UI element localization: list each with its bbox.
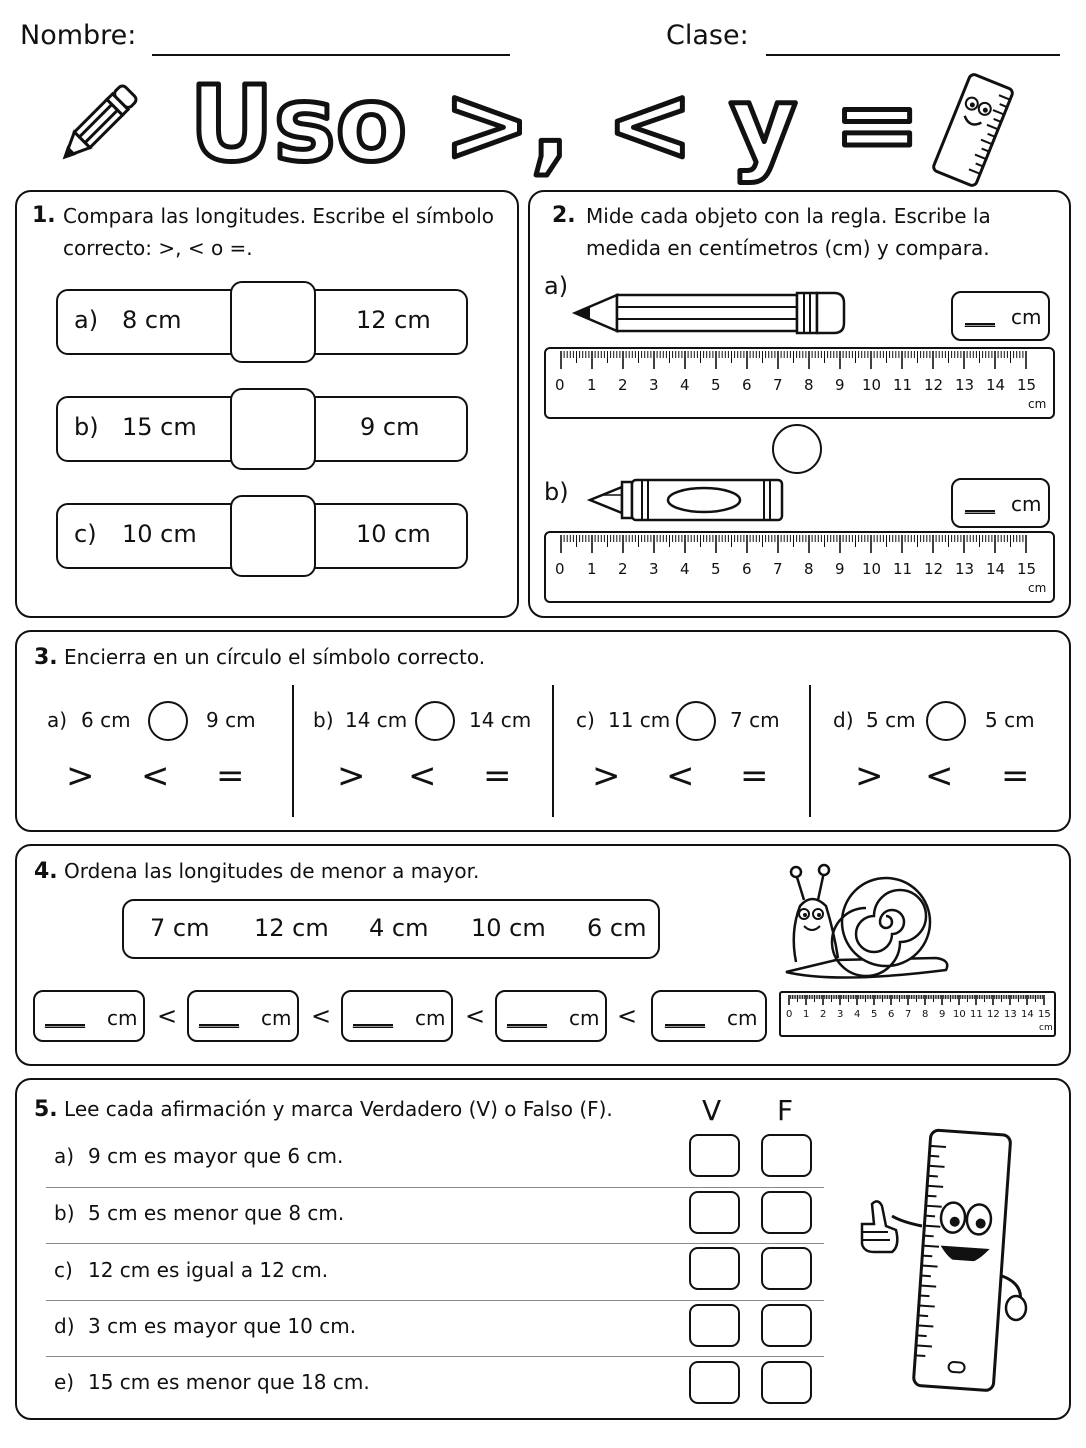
ruler-thumbs-up-icon <box>852 1126 1032 1398</box>
sec4-length-1: 7 cm <box>150 914 210 942</box>
sec4-answer-box-4[interactable] <box>495 990 607 1042</box>
sec4-blank-1: ____ <box>45 1004 85 1028</box>
sec5-e-letter: e) <box>54 1370 75 1394</box>
ruler-b-tick-2: 2 <box>618 560 628 578</box>
ruler-small-tick-12: 12 <box>987 1009 1000 1020</box>
ruler-small-tick-3: 3 <box>837 1009 844 1020</box>
sec5-e-text: 15 cm es menor que 18 cm. <box>88 1370 370 1394</box>
ruler-small-tick-9: 9 <box>939 1009 946 1020</box>
sec1-c-letter: c) <box>74 520 97 548</box>
ruler-b-tick-12: 12 <box>924 560 944 578</box>
sec3-b-circle[interactable] <box>415 701 455 741</box>
ruler-small-tick-4: 4 <box>854 1009 861 1020</box>
sec3-a-left: 6 cm <box>81 708 131 732</box>
sec4-length-4: 10 cm <box>471 914 546 942</box>
sec5-divider-4 <box>46 1356 824 1357</box>
ruler-b-labels <box>546 560 1053 582</box>
ruler-b-tick-1: 1 <box>587 560 597 578</box>
ruler-small-tick-8: 8 <box>922 1009 929 1020</box>
ruler-b-tick-3: 3 <box>649 560 659 578</box>
ruler-a-tick-7: 7 <box>773 376 783 394</box>
sec4-number: 4. <box>34 859 58 884</box>
sec5-instruction: Lee cada afirmación y marca Verdadero (V) o Falso (F). <box>64 1097 613 1121</box>
ruler-a-tick-14: 14 <box>986 376 1006 394</box>
sec1-instruction-wrap <box>32 200 510 264</box>
ruler-a-unit: cm <box>1028 397 1047 411</box>
sec1-b-letter: b) <box>74 413 99 441</box>
ruler-small-tick-6: 6 <box>888 1009 895 1020</box>
ruler-small-tick-7: 7 <box>905 1009 912 1020</box>
sec3-instruction-wrap <box>34 641 485 674</box>
ruler-a-tick-0: 0 <box>555 376 565 394</box>
sec4-blank-3: ____ <box>353 1004 393 1028</box>
sec4-length-3: 4 cm <box>369 914 429 942</box>
sec5-c-true-box[interactable] <box>689 1247 740 1290</box>
pencil-drawing <box>572 290 847 336</box>
ruler-small-tick-14: 14 <box>1021 1009 1034 1020</box>
sec3-c-lt[interactable]: < <box>666 756 695 796</box>
sec3-d-left: 5 cm <box>866 708 916 732</box>
sec3-instruction: Encierra en un círculo el símbolo correcto. <box>64 645 486 669</box>
sec4-instruction: Ordena las longitudes de menor a mayor. <box>64 859 480 883</box>
ruler-a-tick-12: 12 <box>924 376 944 394</box>
class-line[interactable] <box>766 26 1060 56</box>
sec5-c-letter: c) <box>54 1258 73 1282</box>
sec1-a-left: 8 cm <box>122 306 182 334</box>
sec5-c-false-box[interactable] <box>761 1247 812 1290</box>
ruler-b-tick-13: 13 <box>955 560 975 578</box>
ruler-a-tick-15: 15 <box>1017 376 1037 394</box>
sec3-a-lt[interactable]: < <box>141 756 170 796</box>
sec2-compare-circle[interactable] <box>772 424 822 474</box>
sec3-a-circle[interactable] <box>148 701 188 741</box>
sec4-unit-5: cm <box>727 1006 758 1030</box>
ruler-small <box>779 991 1056 1037</box>
sec2-b-unit: cm <box>1011 492 1042 516</box>
ruler-small-tick-1: 1 <box>803 1009 810 1020</box>
sec4-answer-box-5[interactable] <box>651 990 767 1042</box>
true-header: V <box>702 1094 722 1127</box>
ruler-a-tick-6: 6 <box>742 376 752 394</box>
ruler-a-tick-4: 4 <box>680 376 690 394</box>
page-title: Uso >, < y = <box>189 63 921 185</box>
sec5-b-letter: b) <box>54 1201 75 1225</box>
sec5-e-true-box[interactable] <box>689 1361 740 1404</box>
sec4-lt-2: < <box>311 1002 332 1030</box>
sec1-c-right: 10 cm <box>356 520 431 548</box>
sec3-b-lt[interactable]: < <box>408 756 437 796</box>
sec3-divider-2 <box>552 685 554 817</box>
sec5-a-letter: a) <box>54 1144 75 1168</box>
sec1-c-left: 10 cm <box>122 520 197 548</box>
sec3-c-letter: c) <box>576 708 595 732</box>
ruler-a-tick-10: 10 <box>862 376 882 394</box>
sec3-b-eq[interactable]: = <box>483 756 512 796</box>
sec5-d-text: 3 cm es mayor que 10 cm. <box>88 1314 357 1338</box>
sec3-d-gt[interactable]: > <box>855 756 884 796</box>
sec3-d-eq[interactable]: = <box>1001 756 1030 796</box>
ruler-b-tick-6: 6 <box>742 560 752 578</box>
ruler-small-tick-2: 2 <box>820 1009 827 1020</box>
sec3-b-left: 14 cm <box>345 708 408 732</box>
sec5-divider-3 <box>46 1300 824 1301</box>
sec3-c-right: 7 cm <box>730 708 780 732</box>
ruler-b-tick-9: 9 <box>835 560 845 578</box>
sec2-b-letter: b) <box>544 478 569 506</box>
sec4-length-2: 12 cm <box>254 914 329 942</box>
sec3-a-letter: a) <box>47 708 68 732</box>
ruler-a-tick-8: 8 <box>804 376 814 394</box>
sec2-number: 2. <box>552 203 576 228</box>
ruler-b-unit: cm <box>1028 581 1047 595</box>
name-line[interactable] <box>152 26 510 56</box>
ruler-b-tick-8: 8 <box>804 560 814 578</box>
ruler-small-labels <box>781 1009 1054 1023</box>
sec3-divider-1 <box>292 685 294 817</box>
sec5-a-text: 9 cm es mayor que 6 cm. <box>88 1144 344 1168</box>
sec5-b-true-box[interactable] <box>689 1191 740 1234</box>
ruler-small-tick-15: 15 <box>1038 1009 1051 1020</box>
sec5-instruction-wrap <box>34 1093 613 1126</box>
sec4-lt-4: < <box>617 1002 638 1030</box>
sec3-divider-3 <box>809 685 811 817</box>
sec3-d-circle[interactable] <box>926 701 966 741</box>
ruler-a-tick-2: 2 <box>618 376 628 394</box>
ruler-a-tick-11: 11 <box>893 376 913 394</box>
title-banner <box>189 62 921 187</box>
sec5-d-letter: d) <box>54 1314 75 1338</box>
ruler-small-tick-10: 10 <box>953 1009 966 1020</box>
sec1-instruction: Compara las longitudes. Escribe el símbolo correcto: >, < o =. <box>63 204 495 260</box>
ruler-b-tick-5: 5 <box>711 560 721 578</box>
ruler-small-tick-11: 11 <box>970 1009 983 1020</box>
sec1-c-answer-box[interactable] <box>230 495 316 577</box>
sec1-number: 1. <box>32 203 56 228</box>
ruler-b-tick-0: 0 <box>555 560 565 578</box>
sec3-c-eq[interactable]: = <box>740 756 769 796</box>
sec1-a-answer-box[interactable] <box>230 281 316 363</box>
sec4-blank-5: ____ <box>665 1004 705 1028</box>
ruler-a-tick-9: 9 <box>835 376 845 394</box>
sec5-b-false-box[interactable] <box>761 1191 812 1234</box>
sec3-d-right: 5 cm <box>985 708 1035 732</box>
sec3-b-right: 14 cm <box>469 708 532 732</box>
sec5-a-false-box[interactable] <box>761 1134 812 1177</box>
sec2-instruction: Mide cada objeto con la regla. Escribe la medida en centímetros (cm) y compara. <box>586 204 991 260</box>
sec5-a-true-box[interactable] <box>689 1134 740 1177</box>
sec4-unit-1: cm <box>107 1006 138 1030</box>
sec1-b-answer-box[interactable] <box>230 388 316 470</box>
sec3-c-gt[interactable]: > <box>592 756 621 796</box>
sec1-b-left: 15 cm <box>122 413 197 441</box>
sec3-b-gt[interactable]: > <box>337 756 366 796</box>
ruler-a-labels <box>546 376 1053 398</box>
sec5-d-false-box[interactable] <box>761 1304 812 1347</box>
ruler-b-tick-7: 7 <box>773 560 783 578</box>
ruler-a-tick-13: 13 <box>955 376 975 394</box>
sec3-c-left: 11 cm <box>608 708 671 732</box>
sec4-length-5: 6 cm <box>587 914 647 942</box>
sec2-b-answer-box[interactable] <box>951 478 1050 528</box>
sec2-instruction-wrap <box>552 200 1057 264</box>
sec2-a-unit: cm <box>1011 305 1042 329</box>
ruler-small-tick-0: 0 <box>786 1009 793 1020</box>
sec5-c-text: 12 cm es igual a 12 cm. <box>88 1258 329 1282</box>
sec2-b-blank: ___ <box>965 490 995 514</box>
sec1-a-letter: a) <box>74 306 99 334</box>
ruler-a <box>544 347 1055 419</box>
sec1-b-right: 9 cm <box>360 413 420 441</box>
sec2-a-blank: ___ <box>965 303 995 327</box>
sec3-d-lt[interactable]: < <box>925 756 954 796</box>
false-header: F <box>777 1094 794 1127</box>
sec5-b-text: 5 cm es menor que 8 cm. <box>88 1201 345 1225</box>
sec4-blank-2: ____ <box>199 1004 239 1028</box>
sec4-answer-box-2[interactable] <box>187 990 299 1042</box>
ruler-small-unit: cm <box>1039 1023 1053 1033</box>
ruler-a-tick-3: 3 <box>649 376 659 394</box>
ruler-small-tick-13: 13 <box>1004 1009 1017 1020</box>
sec2-a-letter: a) <box>544 272 569 300</box>
sec4-unit-3: cm <box>415 1006 446 1030</box>
ruler-b <box>544 531 1055 603</box>
ruler-a-tick-1: 1 <box>587 376 597 394</box>
sec3-a-right: 9 cm <box>206 708 256 732</box>
sec3-d-letter: d) <box>833 708 854 732</box>
sec5-d-true-box[interactable] <box>689 1304 740 1347</box>
name-label: Nombre: <box>20 20 137 51</box>
sec4-unit-4: cm <box>569 1006 600 1030</box>
sec5-number: 5. <box>34 1097 58 1122</box>
pencil-icon <box>50 78 145 173</box>
sec4-answer-box-3[interactable] <box>341 990 453 1042</box>
sec4-blank-4: ____ <box>507 1004 547 1028</box>
ruler-b-tick-4: 4 <box>680 560 690 578</box>
ruler-b-tick-10: 10 <box>862 560 882 578</box>
sec3-number: 3. <box>34 645 58 670</box>
sec4-answer-box-1[interactable] <box>33 990 145 1042</box>
sec5-e-false-box[interactable] <box>761 1361 812 1404</box>
sec2-a-answer-box[interactable] <box>951 291 1050 341</box>
sec1-a-right: 12 cm <box>356 306 431 334</box>
sec3-c-circle[interactable] <box>676 701 716 741</box>
ruler-b-tick-14: 14 <box>986 560 1006 578</box>
snail-icon <box>776 862 956 987</box>
sec4-instruction-wrap <box>34 855 479 888</box>
crayon-drawing <box>588 476 788 524</box>
sec3-a-gt[interactable]: > <box>66 756 95 796</box>
ruler-small-tick-5: 5 <box>871 1009 878 1020</box>
sec4-lt-3: < <box>465 1002 486 1030</box>
ruler-a-tick-5: 5 <box>711 376 721 394</box>
sec4-unit-2: cm <box>261 1006 292 1030</box>
sec5-divider-2 <box>46 1243 824 1244</box>
sec4-lt-1: < <box>157 1002 178 1030</box>
ruler-b-tick-15: 15 <box>1017 560 1037 578</box>
class-label: Clase: <box>666 20 749 51</box>
sec3-a-eq[interactable]: = <box>216 756 245 796</box>
ruler-character-icon <box>918 70 1028 190</box>
sec3-b-letter: b) <box>313 708 334 732</box>
ruler-b-tick-11: 11 <box>893 560 913 578</box>
sec5-divider-1 <box>46 1187 824 1188</box>
